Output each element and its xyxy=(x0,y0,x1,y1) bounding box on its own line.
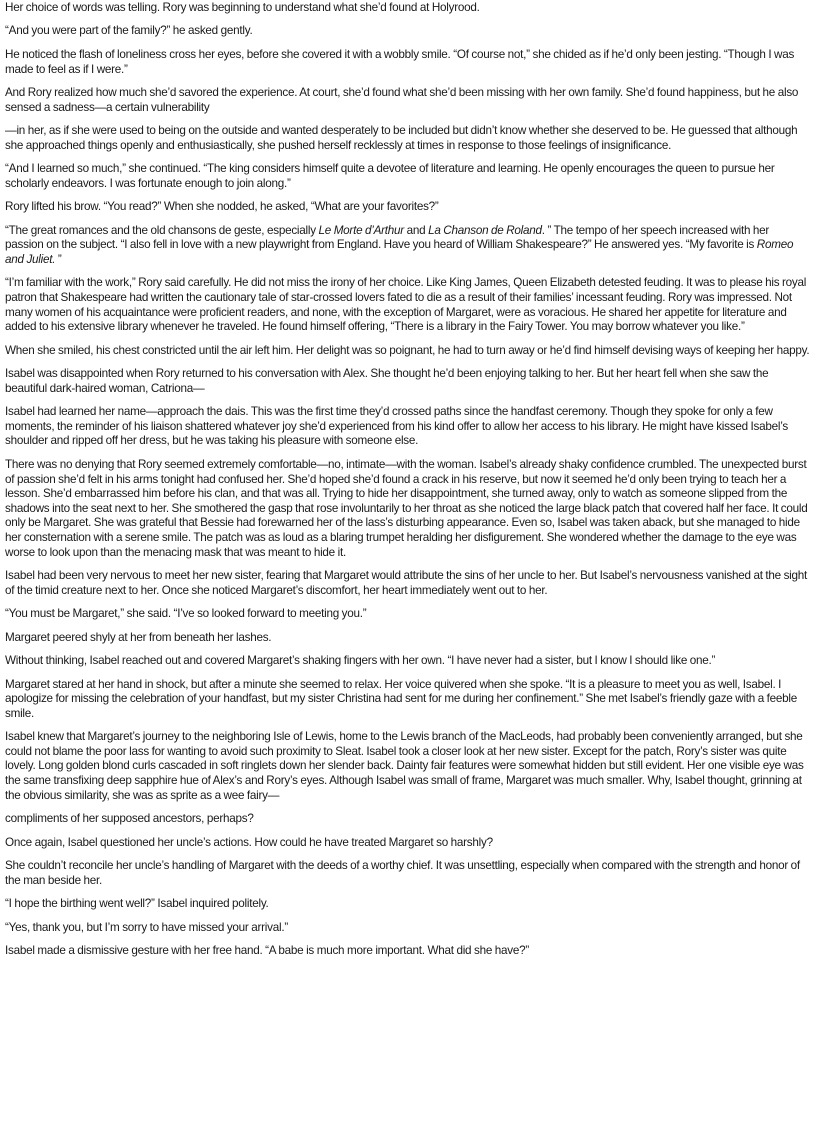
paragraph xyxy=(5,124,810,153)
paragraph xyxy=(5,836,810,851)
paragraph xyxy=(5,200,810,215)
paragraph xyxy=(5,367,810,396)
paragraph xyxy=(5,1,810,16)
paragraph-text: . ” The tempo of her speech increased with her passion on the subject. “I also fell in love with a new playwright from England. Have you heard of William Shakespeare?” He answered yes. “My favorite is xyxy=(5,223,770,252)
paragraph xyxy=(5,631,810,646)
italic-title-text: Le Morte d’Arthur xyxy=(318,223,404,237)
paragraph-text: compliments of her supposed ancestors, perhaps? xyxy=(5,812,254,826)
paragraph-text: “And you were part of the family?” he asked gently. xyxy=(5,24,253,38)
paragraph-text: Margaret peered shyly at her from beneath her lashes. xyxy=(5,630,272,644)
paragraph-text: Without thinking, Isabel reached out and covered Margaret’s shaking fingers with her own. “I have never had a sister, but I know I should like one.” xyxy=(5,654,716,668)
paragraph xyxy=(5,859,810,888)
paragraph-text: There was no denying that Rory seemed extremely comfortable—no, intimate—with the woman. Isabel’s already shaky confidence crumbled. The unexpected burst of passion she’d felt in his arms tonight had confused her. She’d hoped she’d found a crack in his reserve, but now it seemed he’d only been trying to teach her a lesson. She’d embarrassed him before his clan, and that was all. Trying to hide her disappointment, she turned away, only to watch as someone slipped from the shadows into the seat next to her. She smothered the gasp that rose involuntarily to her throat as she noticed the large black patch that covered half her face. It could only be Margaret. She was grateful that Bessie had forewarned her of the lass’s disturbing appearance. Even so, Isabel was taken aback, but she managed to hide her consternation with a serene smile. The patch was as loud as a blaring trumpet heralding her disfigurement. She wondered whether the damage to the eye was worse to look upon than the menacing mask that was meant to hide it. xyxy=(5,457,808,559)
paragraph-text: ” xyxy=(55,252,62,266)
paragraph-text: “You must be Margaret,” she said. “I’ve so looked forward to meeting you.” xyxy=(5,607,367,621)
body-text xyxy=(5,1,810,959)
paragraph xyxy=(5,86,810,115)
paragraph xyxy=(5,162,810,191)
paragraph xyxy=(5,405,810,449)
paragraph xyxy=(5,224,810,268)
paragraph xyxy=(5,607,810,622)
paragraph xyxy=(5,276,810,334)
italic-title-text: La Chanson de Roland xyxy=(428,223,542,237)
paragraph-text: and xyxy=(403,223,429,237)
paragraph-text: When she smiled, his chest constricted until the air left him. Her delight was so poignant, he had to turn away or he’d find himself devising ways of keeping her happy. xyxy=(5,343,810,357)
paragraph xyxy=(5,730,810,803)
italic-title-text: Romeo and Juliet. xyxy=(5,238,794,266)
paragraph-text: He noticed the flash of loneliness cross her eyes, before she covered it with a wobbly smile. “Of course not,” she chided as if he’d only been jesting. “Though I was made to feel as if I were.” xyxy=(5,47,795,76)
paragraph-text: Her choice of words was telling. Rory was beginning to understand what she’d found at Holyrood. xyxy=(5,1,480,14)
paragraph xyxy=(5,944,810,959)
paragraph-text: —in her, as if she were used to being on the outside and wanted desperately to be included but didn’t know whether she deserved to be. He guessed that although she approached things openly and enthusiastically, she pushed herself recklessly at times in response to those feelings of insignificance. xyxy=(5,124,798,152)
paragraph xyxy=(5,897,810,912)
paragraph-text: Isabel was disappointed when Rory returned to his conversation with Alex. She thought he’d been enjoying talking to her. But her heart fell when she saw the beautiful dark-haired woman, Catriona— xyxy=(5,367,769,395)
paragraph-text: Isabel made a dismissive gesture with her free hand. “A babe is much more important. What did she have?” xyxy=(5,944,530,958)
paragraph-text: “I hope the birthing went well?” Isabel inquired politely. xyxy=(5,897,269,911)
paragraph xyxy=(5,812,810,827)
paragraph-text: “The great romances and the old chansons de geste, especially xyxy=(5,223,319,237)
paragraph-text: And Rory realized how much she’d savored the experience. At court, she’d found what she’d been missing with her own family. She’d found happiness, but he also sensed a sadness—a certain vulnerability xyxy=(5,86,799,114)
paragraph-text: “I’m familiar with the work,” Rory said carefully. He did not miss the irony of her choice. Like King James, Queen Elizabeth detested feuding. It was to please his royal patron that Shakespeare had written the cautionary tale of star-crossed lovers fated to die as a result of their families’ incessant feuding. Rory was impressed. Not many women of his acquaintance were proficient readers, and none, with the exception of Margaret, were as voracious. He shared her appetite for literature and added to his extensive library whenever he traveled. He found himself offering, “There is a library in the Fairy Tower. You may borrow whatever you like.” xyxy=(5,276,807,334)
paragraph xyxy=(5,654,810,669)
paragraph xyxy=(5,24,810,39)
paragraph-text: Once again, Isabel questioned her uncle’s actions. How could he have treated Margaret so harshly? xyxy=(5,835,493,849)
paragraph xyxy=(5,48,810,77)
paragraph xyxy=(5,921,810,936)
paragraph xyxy=(5,458,810,560)
paragraph-text: She couldn’t reconcile her uncle’s handling of Margaret with the deeds of a worthy chief. It was unsettling, especially when compared with the strength and honor of the man beside her. xyxy=(5,859,800,887)
paragraph-text: “Yes, thank you, but I’m sorry to have missed your arrival.” xyxy=(5,920,288,934)
paragraph-text: Margaret stared at her hand in shock, but after a minute she seemed to relax. Her voice quivered when she spoke. “It is a pleasure to meet you as well, Isabel. I apologize for missing the celebration of your handfast, but my sister Christina had sent for me during her confinement.” She met Isabel’s friendly gaze with a feeble smile. xyxy=(5,677,798,720)
paragraph-text: Isabel had been very nervous to meet her new sister, fearing that Margaret would attribute the sins of her uncle to her. But Isabel’s nervousness vanished at the sight of the timid creature next to her. Once she noticed Margaret’s discomfort, her heart immediately went out to her. xyxy=(5,568,808,597)
paragraph xyxy=(5,569,810,598)
paragraph-text: Rory lifted his brow. “You read?” When she nodded, he asked, “What are your favorites?” xyxy=(5,200,439,214)
paragraph-text: Isabel had learned her name—approach the dais. This was the first time they’d crossed paths since the handfast ceremony. Though they spoke for only a few moments, the reminder of his liaison shattered whatever joy she’d experienced from his kind offer to allow her access to his library. He might have kissed Isabel’s shoulder and ripped off her dress, but he was taking his pleasure with someone else. xyxy=(5,405,788,448)
paragraph-text: “And I learned so much,” she continued. “The king considers himself quite a devotee of literature and learning. He openly encourages the queen to pursue her scholarly endeavors. I was fortunate enough to join along.” xyxy=(5,162,775,190)
paragraph xyxy=(5,678,810,722)
paragraph xyxy=(5,344,810,359)
paragraph-text: Isabel knew that Margaret’s journey to the neighboring Isle of Lewis, home to the Lewis branch of the MacLeods, had probably been conveniently arranged, but she could not blame the poor lass for wanting to avoid such proximity to Sleat. Isabel took a closer look at her new sister. Except for the patch, Rory’s sister was quite lovely. Long golden blond curls cascaded in soft ringlets down her slender back. Dainty fair features were somewhat hidden but still evident. Her one visible eye was the same transfixing deep sapphire hue of Alex’s and Rory’s eyes. Although Isabel was small of frame, Margaret was much smaller. Why, Isabel thought, grinning at the obvious similarity, she was as sprite as a wee fairy— xyxy=(5,730,804,802)
